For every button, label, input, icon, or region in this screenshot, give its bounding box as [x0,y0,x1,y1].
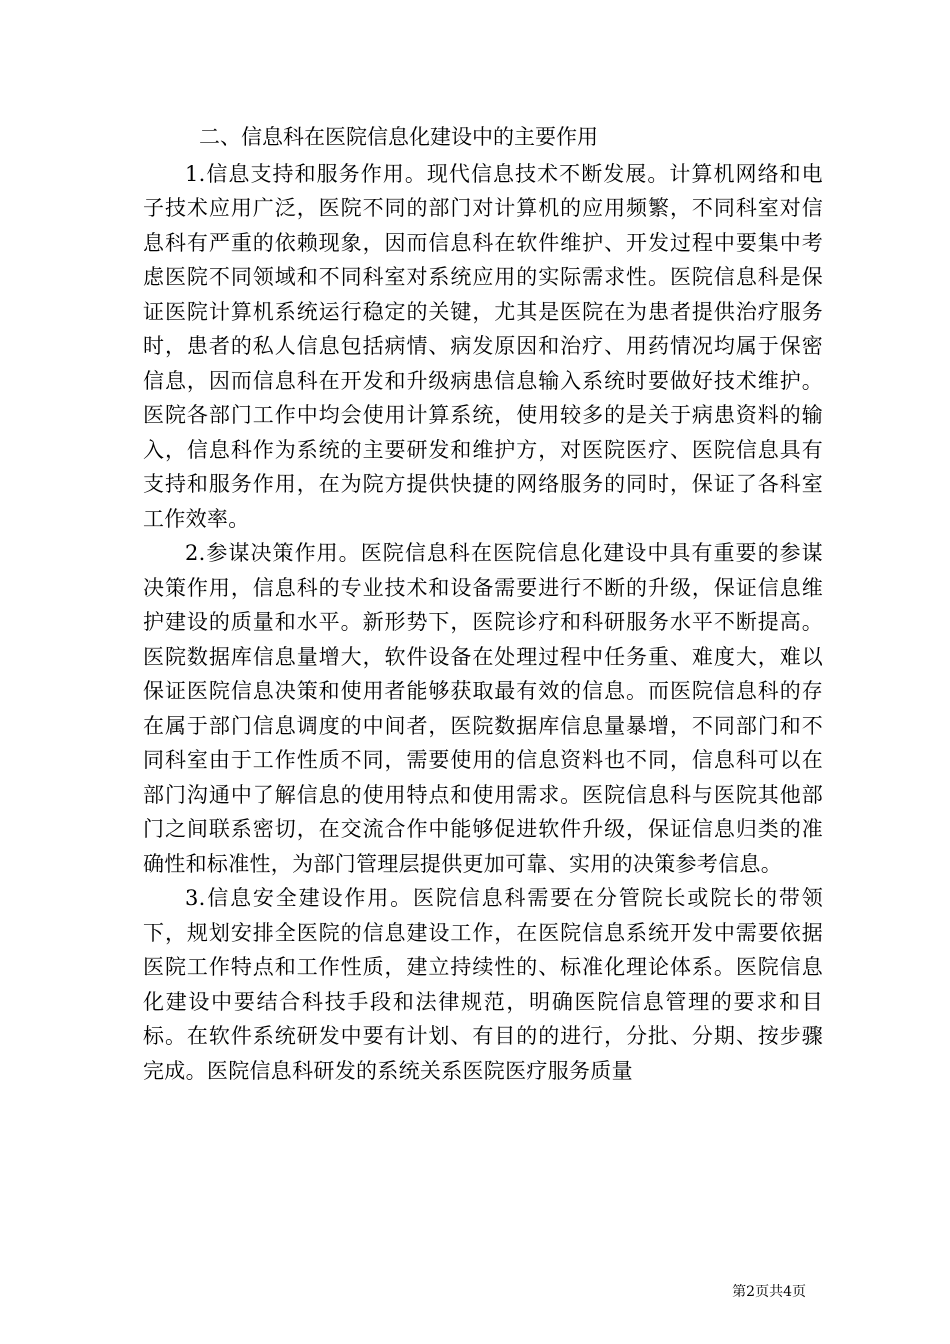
paragraph-3: 3.信息安全建设作用。医院信息科需要在分管院长或院长的带领下，规划安排全医院的信息建设工作，在医院信息系统开发中需要依据医院工作特点和工作性质，建立持续性的、标准化理论体系。医院信息化建设中要结合科技手段和法律规范，明确医院信息管理的要求和目标。在软件系统研发中要有计划、有目的的进行，分批、分期、按步骤完成。医院信息科研发的系统关系医院医疗服务质量 [143,886,823,1083]
section-heading: 二、信息科在医院信息化建设中的主要作用 [199,125,598,149]
paragraph-2: 2.参谋决策作用。医院信息科在医院信息化建设中具有重要的参谋决策作用，信息科的专业技术和设备需要进行不断的升级，保证信息维护建设的质量和水平。新形势下，医院诊疗和科研服务水平不断提高。医院数据库信息量增大，软件设备在处理过程中任务重、难度大，难以保证医院信息决策和使用者能够获取最有效的信息。而医院信息科的存在属于部门信息调度的中间者，医院数据库信息量暴增，不同部门和不同科室由于工作性质不同，需要使用的信息资料也不同，信息科可以在部门沟通中了解信息的使用特点和使用需求。医院信息科与医院其他部门之间联系密切，在交流合作中能够促进软件升级，保证信息归类的准确性和标准性，为部门管理层提供更加可靠、实用的决策参考信息。 [143,541,823,876]
document-body [143,120,823,1088]
page-number: 第2页共4页 [732,1284,806,1300]
paragraph-1: 1.信息支持和服务作用。现代信息技术不断发展。计算机网络和电子技术应用广泛，医院不同的部门对计算机的应用频繁，不同科室对信息科有严重的依赖现象，因而信息科在软件维护、开发过程中要集中考虑医院不同领域和不同科室对系统应用的实际需求性。医院信息科是保证医院计算机系统运行稳定的关键，尤其是医院在为患者提供治疗服务时，患者的私人信息包括病情、病发原因和治疗、用药情况均属于保密信息，因而信息科在开发和升级病患信息输入系统时要做好技术维护。医院各部门工作中均会使用计算系统，使用较多的是关于病患资料的输入，信息科作为系统的主要研发和维护方，对医院医疗、医院信息具有支持和服务作用，在为院方提供快捷的网络服务的同时，保证了各科室工作效率。 [143,161,823,531]
